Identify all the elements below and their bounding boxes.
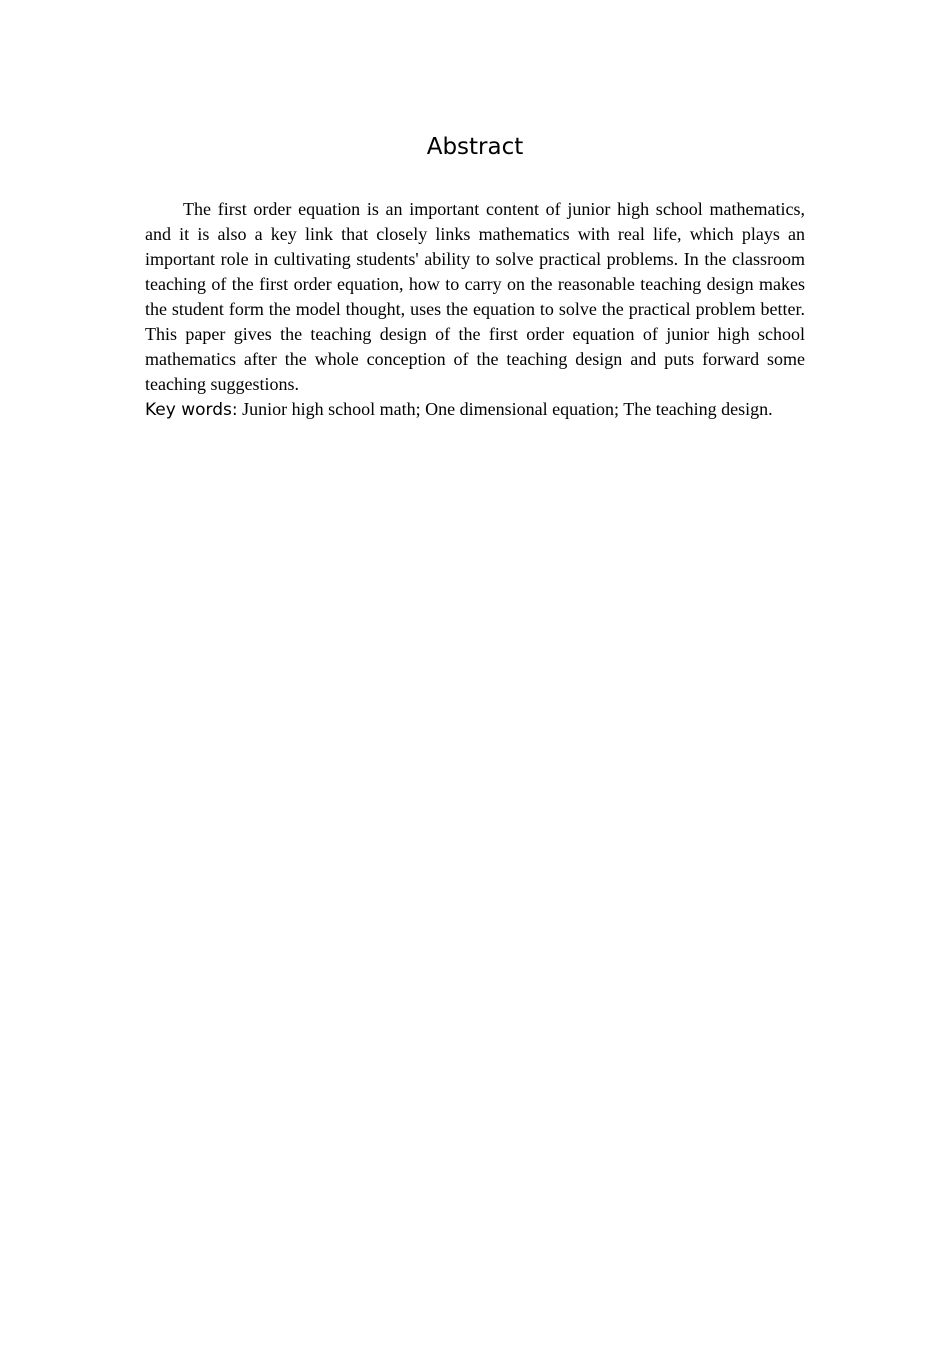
keywords-label: Key words: [145, 400, 238, 420]
keywords-line [145, 397, 805, 423]
keywords-text: Junior high school math; One dimensional equation; The teaching design. [242, 399, 773, 419]
abstract-paragraph: The first order equation is an important content of junior high school mathematics, and it is also a key link that closely links mathematics with real life, which plays an important role in cultivating students' ability to solve practical problems. In the classroom teaching of the first order equation, how to carry on the reasonable teaching design makes the student form the model thought, uses the equation to solve the practical problem better. This paper gives the teaching design of the first order equation of junior high school mathematics after the whole conception of the teaching design and puts forward some teaching suggestions. [145, 199, 805, 394]
abstract-title: Abstract [426, 134, 524, 160]
